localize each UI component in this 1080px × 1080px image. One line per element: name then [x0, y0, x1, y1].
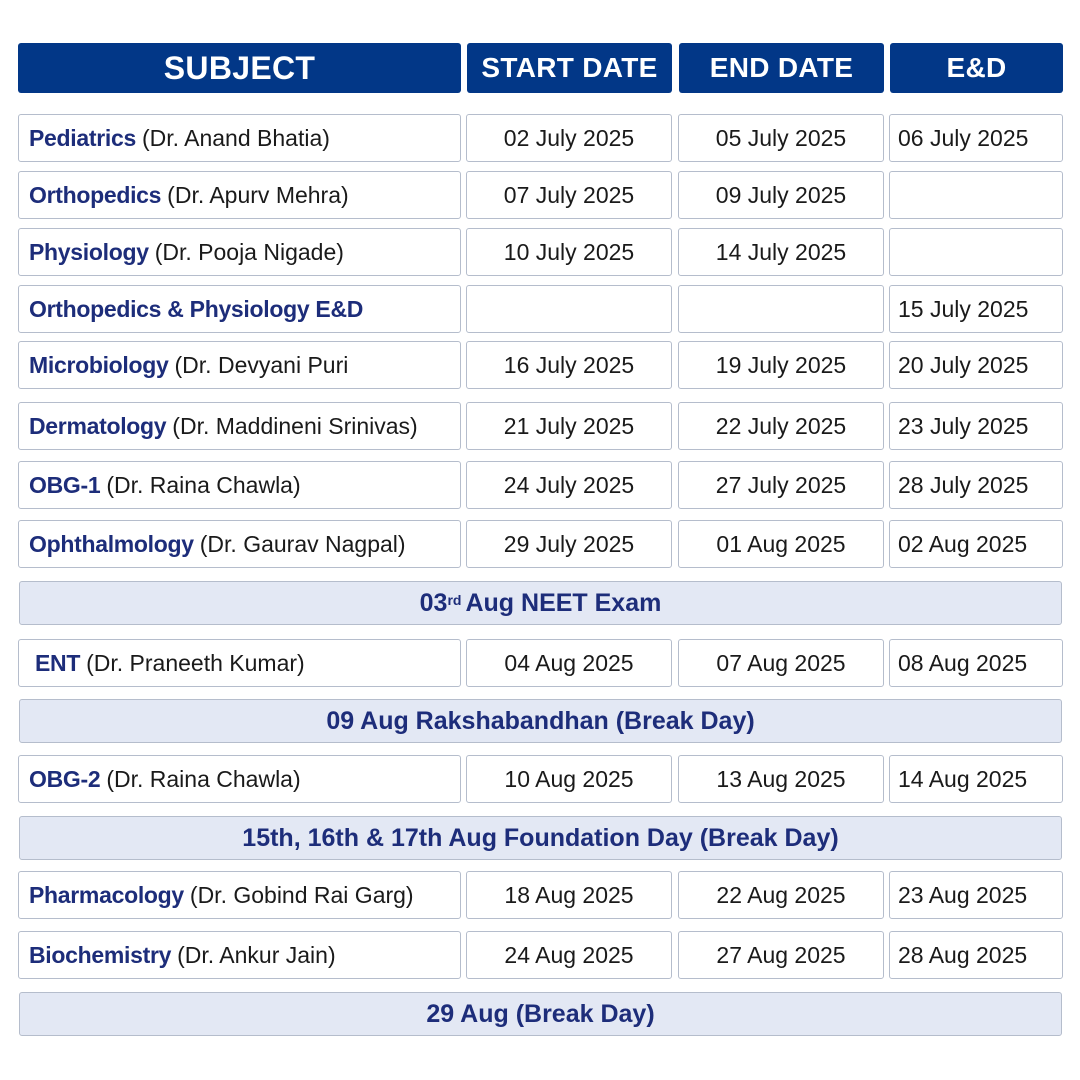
- ed-date-cell: [889, 171, 1063, 219]
- banner-neet-exam: [19, 581, 1062, 625]
- ed-date-cell: [889, 228, 1063, 276]
- start-date-cell: 24 July 2025: [466, 461, 672, 509]
- subject-name: Physiology: [29, 238, 149, 265]
- end-date-cell: 27 Aug 2025: [678, 931, 884, 979]
- start-date-cell: 24 Aug 2025: [466, 931, 672, 979]
- subject-cell-pediatrics: [18, 114, 461, 162]
- subject-name: Pharmacology: [29, 881, 184, 908]
- subject-cell-pharmacology: [18, 871, 461, 919]
- doctor-name: (Dr. Devyani Puri: [174, 351, 349, 378]
- doctor-name: (Dr. Ankur Jain): [177, 941, 336, 968]
- subject-name: OBG-2: [29, 765, 101, 792]
- subject-name: Biochemistry: [29, 941, 172, 968]
- subject-name: Microbiology: [29, 351, 169, 378]
- banner-neet-text: Aug NEET Exam: [465, 588, 662, 617]
- end-date-cell: 22 July 2025: [678, 402, 884, 450]
- end-date-cell: 22 Aug 2025: [678, 871, 884, 919]
- ed-date-cell: 08 Aug 2025: [889, 639, 1063, 687]
- doctor-name: (Dr. Maddineni Srinivas): [172, 412, 418, 439]
- header-start-date: START DATE: [467, 43, 672, 93]
- banner-neet-day: 03: [419, 588, 448, 617]
- start-date-cell: 10 Aug 2025: [466, 755, 672, 803]
- doctor-name: (Dr. Gobind Rai Garg): [189, 881, 414, 908]
- ed-date-cell: 15 July 2025: [889, 285, 1063, 333]
- start-date-cell: [466, 285, 672, 333]
- banner-final-break-day: 29 Aug (Break Day): [19, 992, 1062, 1036]
- doctor-name: (Dr. Raina Chawla): [106, 471, 301, 498]
- ed-date-cell: 02 Aug 2025: [889, 520, 1063, 568]
- end-date-cell: 09 July 2025: [678, 171, 884, 219]
- subject-cell-microbiology: [18, 341, 461, 389]
- doctor-name: (Dr. Pooja Nigade): [154, 238, 344, 265]
- ed-date-cell: 28 Aug 2025: [889, 931, 1063, 979]
- subject-cell-obg-1: [18, 461, 461, 509]
- subject-cell-dermatology: [18, 402, 461, 450]
- subject-name: Dermatology: [29, 412, 167, 439]
- end-date-cell: 14 July 2025: [678, 228, 884, 276]
- ed-date-cell: 23 July 2025: [889, 402, 1063, 450]
- doctor-name: (Dr. Raina Chawla): [106, 765, 301, 792]
- ed-date-cell: 20 July 2025: [889, 341, 1063, 389]
- subject-cell-orthopedics: [18, 171, 461, 219]
- subject-name: Ophthalmology: [29, 530, 194, 557]
- start-date-cell: 21 July 2025: [466, 402, 672, 450]
- start-date-cell: 02 July 2025: [466, 114, 672, 162]
- end-date-cell: 05 July 2025: [678, 114, 884, 162]
- end-date-cell: 27 July 2025: [678, 461, 884, 509]
- end-date-cell: 19 July 2025: [678, 341, 884, 389]
- subject-name: OBG-1: [29, 471, 101, 498]
- subject-cell-physiology: [18, 228, 461, 276]
- subject-name: Orthopedics: [29, 181, 162, 208]
- start-date-cell: 16 July 2025: [466, 341, 672, 389]
- start-date-cell: 29 July 2025: [466, 520, 672, 568]
- end-date-cell: 13 Aug 2025: [678, 755, 884, 803]
- end-date-cell: 01 Aug 2025: [678, 520, 884, 568]
- header-ed: E&D: [890, 43, 1063, 93]
- subject-cell-ortho-physio-ed: [18, 285, 461, 333]
- subject-cell-obg-2: [18, 755, 461, 803]
- subject-name: Pediatrics: [29, 124, 136, 151]
- subject-name: Orthopedics & Physiology E&D: [29, 295, 364, 322]
- header-subject: SUBJECT: [18, 43, 461, 93]
- ed-date-cell: 14 Aug 2025: [889, 755, 1063, 803]
- end-date-cell: 07 Aug 2025: [678, 639, 884, 687]
- ed-date-cell: 23 Aug 2025: [889, 871, 1063, 919]
- ed-date-cell: 28 July 2025: [889, 461, 1063, 509]
- start-date-cell: 10 July 2025: [466, 228, 672, 276]
- doctor-name: (Dr. Praneeth Kumar): [86, 649, 305, 676]
- subject-name: ENT: [35, 649, 81, 676]
- start-date-cell: 18 Aug 2025: [466, 871, 672, 919]
- header-end-date: END DATE: [679, 43, 884, 93]
- banner-neet-ordinal: rd: [447, 592, 462, 608]
- doctor-name: (Dr. Apurv Mehra): [167, 181, 349, 208]
- banner-rakshabandhan: 09 Aug Rakshabandhan (Break Day): [19, 699, 1062, 743]
- subject-cell-biochemistry: [18, 931, 461, 979]
- doctor-name: (Dr. Anand Bhatia): [141, 124, 330, 151]
- start-date-cell: 07 July 2025: [466, 171, 672, 219]
- end-date-cell: [678, 285, 884, 333]
- subject-cell-ent: [18, 639, 461, 687]
- banner-foundation-day: 15th, 16th & 17th Aug Foundation Day (Break Day): [19, 816, 1062, 860]
- subject-cell-ophthalmology: [18, 520, 461, 568]
- start-date-cell: 04 Aug 2025: [466, 639, 672, 687]
- doctor-name: (Dr. Gaurav Nagpal): [199, 530, 406, 557]
- ed-date-cell: 06 July 2025: [889, 114, 1063, 162]
